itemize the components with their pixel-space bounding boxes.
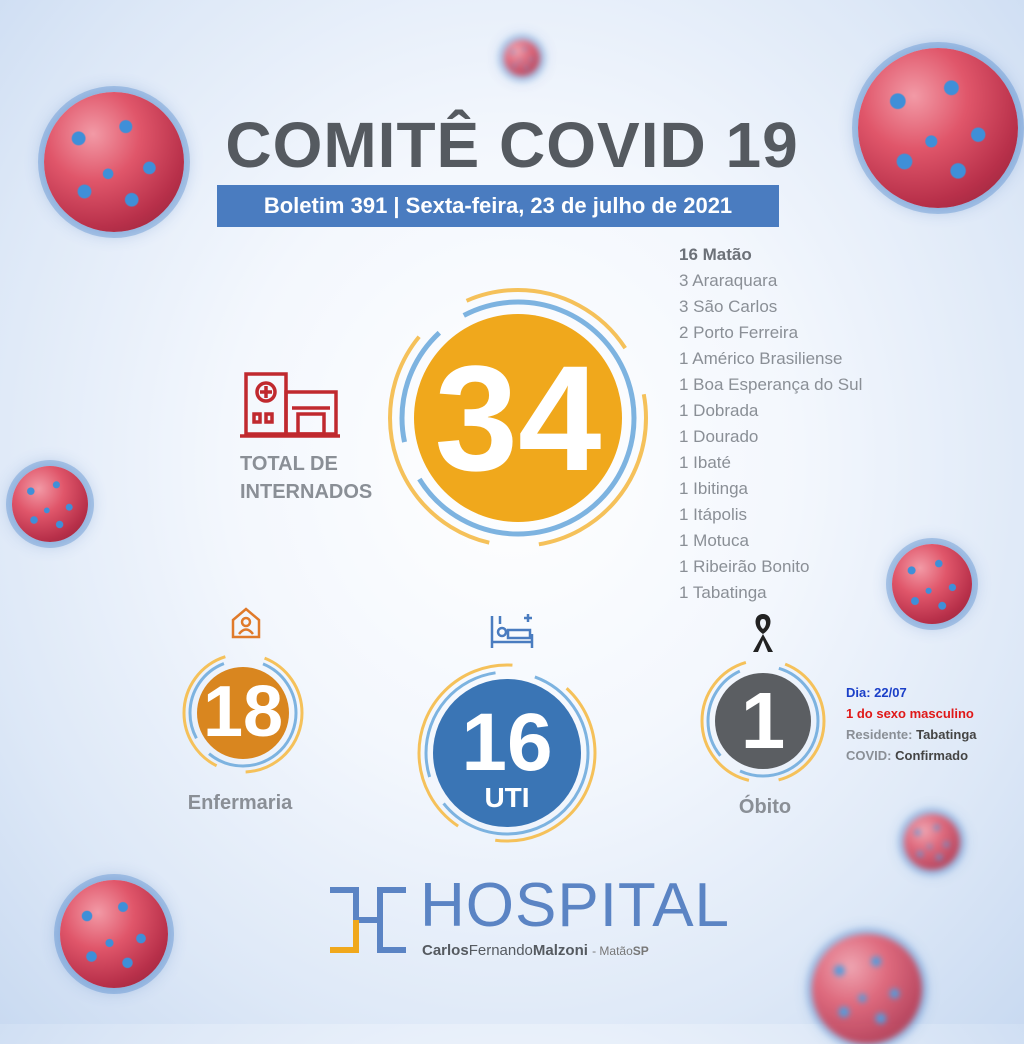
virus-illustration xyxy=(812,934,922,1044)
city-item: 1 Ibitinga xyxy=(679,479,748,498)
death-sex: 1 do sexo masculino xyxy=(846,706,974,721)
virus-illustration xyxy=(12,466,88,542)
obito-circle xyxy=(698,656,828,786)
enfermaria-circle xyxy=(180,650,306,776)
mourning-ribbon-icon xyxy=(749,610,777,659)
death-info xyxy=(846,682,977,766)
city-item: 1 Motuca xyxy=(679,531,749,550)
uti-circle xyxy=(414,660,600,846)
city-item: 1 Dobrada xyxy=(679,401,759,420)
cities-list xyxy=(679,242,862,606)
city-item: 1 Itápolis xyxy=(679,505,748,524)
city-item: 1 Américo Brasiliense xyxy=(679,349,843,368)
virus-illustration xyxy=(904,814,960,870)
virus-illustration xyxy=(892,544,972,624)
hospital-logo-word: HOSPITAL xyxy=(420,871,731,940)
city-item: 3 São Carlos xyxy=(679,297,778,316)
city-item: 1 Boa Esperança do Sul xyxy=(679,375,863,394)
uti-label: UTI xyxy=(484,782,530,813)
total-label: TOTAL DE INTERNADOS xyxy=(240,453,373,503)
icu-bed-icon xyxy=(488,612,540,657)
uti-value: 16 xyxy=(461,697,553,788)
total-circle xyxy=(378,278,658,558)
city-item: 1 Tabatinga xyxy=(679,583,767,602)
city-item: 3 Araraquara xyxy=(679,271,778,290)
city-item: 16 Matão xyxy=(679,245,752,264)
enfermaria-value: 18 xyxy=(202,672,284,752)
city-item: 1 Ribeirão Bonito xyxy=(679,557,810,576)
virus-illustration xyxy=(60,880,168,988)
hospital-logo-mark xyxy=(326,880,410,965)
page-title: COMITÊ COVID 19 xyxy=(225,109,799,181)
city-item: 2 Porto Ferreira xyxy=(679,323,799,342)
hospital-icon xyxy=(238,370,342,445)
obito-label: Óbito xyxy=(738,796,792,818)
virus-illustration xyxy=(504,40,540,76)
bulletin-banner: Boletim 391 | Sexta-feira, 23 de julho de 2021 xyxy=(217,185,779,227)
enfermaria-label: Enfermaria xyxy=(187,792,293,814)
home-person-icon xyxy=(229,606,263,645)
obito-value: 1 xyxy=(740,676,786,765)
death-residence: Residente: Tabatinga xyxy=(846,727,977,742)
death-covid-status: COVID: Confirmado xyxy=(846,748,969,763)
city-item: 1 Dourado xyxy=(679,427,759,446)
death-date: Dia: 22/07 xyxy=(846,685,907,700)
hospital-logo-subtitle: CarlosFernandoMalzoni - MatãoSP xyxy=(422,942,649,959)
total-value: 34 xyxy=(434,334,602,502)
city-item: 1 Ibaté xyxy=(679,453,731,472)
